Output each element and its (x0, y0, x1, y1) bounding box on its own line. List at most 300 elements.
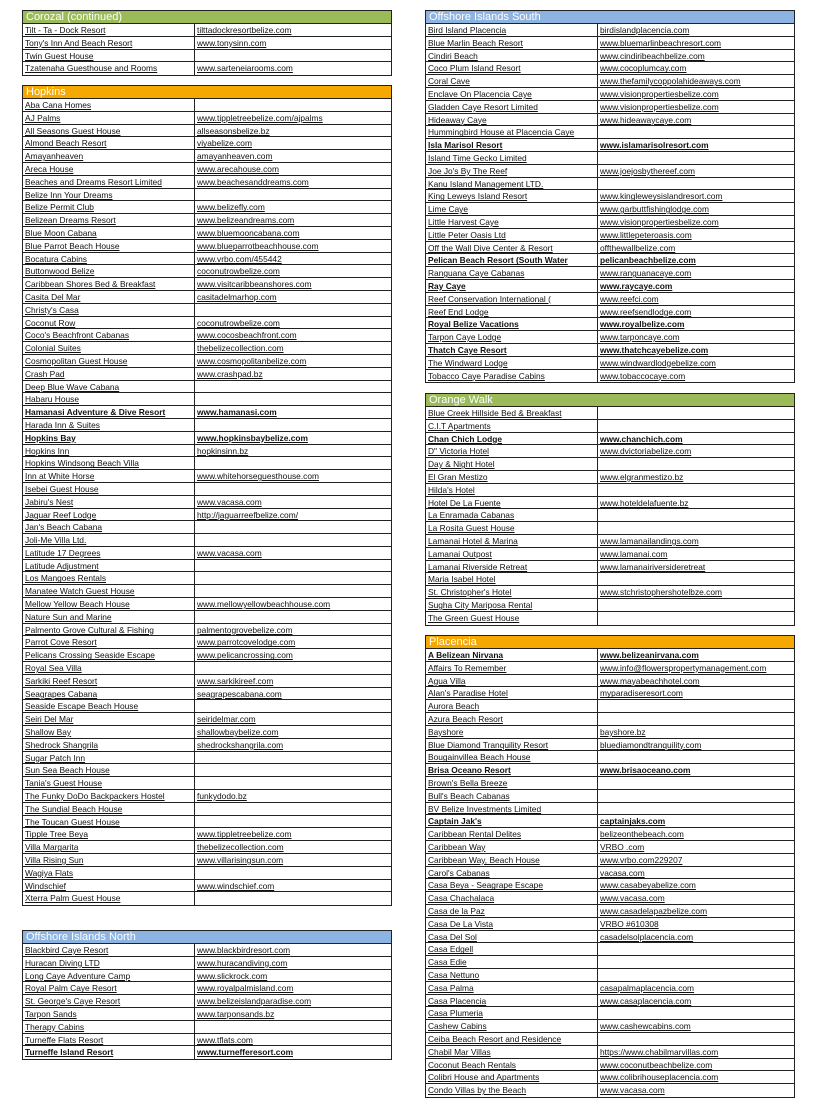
business-name[interactable]: Hamanasi Adventure & Dive Resort (23, 406, 195, 418)
business-name[interactable]: Amayanheaven (23, 150, 195, 162)
website-link[interactable]: www.brisaoceano.com (600, 765, 691, 776)
business-name[interactable]: Windschief (23, 880, 195, 892)
business-name[interactable]: Royal Palm Caye Resort (23, 982, 195, 994)
website-link[interactable]: www.casaplacencia.com (600, 995, 692, 1006)
business-name[interactable]: Hummingbird House at Placencia Caye (426, 126, 598, 138)
website-link[interactable]: www.cosmopolitanbelize.com (197, 355, 307, 366)
website-link[interactable]: www.visionpropertiesbelize.com (600, 101, 719, 112)
business-name[interactable]: Jabiru's Nest (23, 496, 195, 508)
website-link[interactable]: www.huracandiving.com (197, 957, 288, 968)
website-link[interactable]: www.lamanairiversideretreat (600, 561, 706, 572)
business-name[interactable]: Pelican Beach Resort (South Water (426, 254, 598, 266)
website-link[interactable]: https://www.chabilmarvillas.com (600, 1046, 719, 1057)
business-name[interactable]: Off the Wall Dive Center & Resort (426, 242, 598, 254)
website-link[interactable]: seagrapescabana.com (197, 688, 282, 699)
business-name[interactable]: Colibri House and Apartments (426, 1071, 598, 1083)
website-link[interactable]: www.vacasa.com (197, 547, 262, 558)
business-name[interactable]: Casa Placencia (426, 995, 598, 1007)
website-link[interactable]: captainjaks.com (600, 816, 666, 827)
business-name[interactable]: AJ Palms (23, 112, 195, 124)
website-link[interactable]: www.littlepeteroasis.com (600, 229, 692, 240)
business-name[interactable]: Casa Del Sol (426, 931, 598, 943)
website-link[interactable]: www.vacasa.com (600, 893, 665, 904)
business-name[interactable]: Caribbean Way (426, 841, 598, 853)
website-link[interactable]: www.cashewcabins.com (600, 1021, 691, 1032)
business-name[interactable]: Isebei Guest House (23, 483, 195, 495)
website-link[interactable]: www.dvictoriabelize.com (600, 446, 692, 457)
business-name[interactable]: Brown's Bella Breeze (426, 777, 598, 789)
website-link[interactable]: www.mellowyellowbeachhouse.com (197, 599, 331, 610)
website-link[interactable]: www.thatchcayebelize.com (600, 344, 709, 355)
website-link[interactable]: shallowbaybelize.com (197, 727, 279, 738)
business-name[interactable]: Turneffe Flats Resort (23, 1034, 195, 1046)
website-link (195, 304, 391, 316)
website-link[interactable]: thebelizecollection.com (197, 343, 284, 354)
table-row (23, 393, 391, 406)
business-name[interactable]: Tony's Inn And Beach Resort (23, 37, 195, 49)
website-link[interactable]: www.royalpalmisland.com (197, 983, 294, 994)
business-name[interactable]: Casa Nettuno (426, 969, 598, 981)
website-link (598, 126, 794, 138)
website-link[interactable]: casapalmaplacencia.com (600, 982, 695, 993)
website-link[interactable]: www.windwardlodgebelize.com (600, 357, 716, 368)
website-link[interactable]: bluediamondtranquility.com (600, 739, 702, 750)
business-name[interactable]: Belize Inn Your Dreams (23, 189, 195, 201)
website-link[interactable]: www.tflats.com (197, 1034, 253, 1045)
business-name[interactable]: Bocatura Cabins (23, 253, 195, 265)
business-name[interactable]: Latitude 17 Degrees (23, 547, 195, 559)
website-link[interactable]: www.tobaccocaye.com (600, 370, 686, 381)
website-link[interactable]: www.royalbelize.com (600, 319, 685, 330)
website-link[interactable]: www.bluemarlinbeachresort.com (600, 37, 722, 48)
website-link[interactable]: amayanheaven.com (197, 151, 273, 162)
business-name[interactable]: Casa Beya - Seagrape Escape (426, 879, 598, 891)
business-name[interactable]: Coconut Beach Rentals (426, 1059, 598, 1071)
table-row (426, 790, 794, 803)
business-name[interactable]: Royal Sea Villa (23, 662, 195, 674)
website-link (598, 751, 794, 763)
business-name[interactable]: Shallow Bay (23, 726, 195, 738)
business-name[interactable]: Christy's Casa (23, 304, 195, 316)
website-link (598, 969, 794, 981)
business-name[interactable]: La Rosita Guest House (426, 522, 598, 534)
website-link[interactable]: www.hoteldelafuente.bz (600, 497, 689, 508)
business-name[interactable]: Reef Conservation International ( (426, 293, 598, 305)
business-name[interactable]: Inn at White Horse (23, 470, 195, 482)
business-name[interactable]: Blue Moon Cabana (23, 227, 195, 239)
business-name[interactable]: Hopkins Inn (23, 445, 195, 457)
business-name[interactable]: Affairs To Remember (426, 662, 598, 674)
business-name[interactable]: Cosmopolitan Guest House (23, 355, 195, 367)
website-link[interactable]: VRBO #610308 (600, 918, 659, 929)
business-name[interactable]: Casa Edgell (426, 943, 598, 955)
website-link[interactable]: www.belizefly.com (197, 202, 265, 213)
website-link[interactable]: www.vrbo.com229207 (600, 854, 683, 865)
business-name[interactable]: Seaside Escape Beach House (23, 700, 195, 712)
website-link (598, 420, 794, 432)
business-name[interactable]: Carol's Cabanas (426, 867, 598, 879)
website-link[interactable]: www.tippletreebelize.com/ajpalms (197, 112, 323, 123)
website-link[interactable]: www.stchristophershotelbze.com (600, 587, 722, 598)
business-name[interactable]: Belize Permit Club (23, 201, 195, 213)
business-name[interactable]: Reef End Lodge (426, 306, 598, 318)
business-name[interactable]: Captain Jak's (426, 815, 598, 827)
website-link[interactable]: coconutrowbelize.com (197, 317, 280, 328)
section-hopkins (22, 85, 392, 906)
business-name[interactable]: Thatch Caye Resort (426, 344, 598, 356)
business-name[interactable]: Tilt - Ta - Dock Resort (23, 24, 195, 36)
website-link[interactable]: shedrockshangrila.com (197, 739, 284, 750)
business-name[interactable]: Buttonwood Belize (23, 265, 195, 277)
business-name[interactable]: Joe Jo's By The Reef (426, 165, 598, 177)
website-link[interactable]: www.lamanai.com (600, 548, 668, 559)
business-name[interactable]: Coco's Beachfront Cabanas (23, 329, 195, 341)
business-name[interactable]: Parrot Cove Resort (23, 636, 195, 648)
business-name[interactable]: Sun Sea Beach House (23, 764, 195, 776)
business-name[interactable]: Brisa Oceano Resort (426, 764, 598, 776)
website-link[interactable]: VRBO .com (600, 841, 645, 852)
business-name[interactable]: The Green Guest House (426, 612, 598, 625)
business-name[interactable]: Tarpon Sands (23, 1008, 195, 1020)
website-link[interactable]: www.info@flowerspropertymanagement.com (600, 662, 767, 673)
business-name[interactable]: King Leweys Island Resort (426, 190, 598, 202)
website-link[interactable]: www.islamarisolresort.com (600, 140, 709, 151)
website-link[interactable]: www.beachesanddreams.com (197, 176, 309, 187)
business-name[interactable]: Bougainvillea Beach House (426, 751, 598, 763)
business-name[interactable]: Bird Island Placencia (426, 24, 598, 36)
website-link[interactable]: www.hamanasi.com (197, 407, 277, 418)
business-name[interactable]: Bayshore (426, 726, 598, 738)
website-link (195, 816, 391, 828)
business-name[interactable]: Therapy Cabins (23, 1021, 195, 1033)
website-link[interactable]: www.cindiribeachbelize.com (600, 50, 705, 61)
business-name[interactable]: Sarkiki Reef Resort (23, 675, 195, 687)
website-link[interactable]: www.blackbirdresort.com (197, 945, 291, 955)
website-link[interactable]: bayshore.bz (600, 726, 646, 737)
business-name[interactable]: Blue Marlin Beach Resort (426, 37, 598, 49)
website-link[interactable]: www.visitcaribbeanshores.com (197, 279, 312, 290)
business-name[interactable]: A Belizean Nirvana (426, 649, 598, 661)
website-link[interactable]: offthewallbelize.com (600, 242, 676, 253)
website-link[interactable]: www.tippletreebelize.com (197, 829, 292, 840)
business-name[interactable]: Coral Cave (426, 75, 598, 87)
business-name[interactable]: Colonial Suites (23, 342, 195, 354)
business-name[interactable]: Coco Plum Island Resort (426, 62, 598, 74)
business-name[interactable]: D" Victoria Hotel (426, 445, 598, 457)
business-name[interactable]: Blue Parrot Beach House (23, 240, 195, 252)
business-name[interactable]: Crash Pad (23, 368, 195, 380)
business-name[interactable]: Sugha City Mariposa Rental (426, 599, 598, 611)
website-link[interactable]: tilttadockresortbelize.com (197, 25, 292, 35)
business-name[interactable]: Island Time Gecko Limited (426, 152, 598, 164)
website-link[interactable]: coconutrowbelize.com (197, 266, 280, 277)
business-name[interactable]: Royal Belize Vacations (426, 318, 598, 330)
business-name[interactable]: Chan Chich Lodge (426, 433, 598, 445)
business-name[interactable]: Los Mangoes Rentals (23, 572, 195, 584)
website-link[interactable]: myparadiseresort.com (600, 688, 683, 699)
website-link[interactable]: www.tarponsands.bz (197, 1008, 275, 1019)
website-link (598, 713, 794, 725)
website-link[interactable]: www.pelicancrossing.com (197, 650, 293, 661)
website-link[interactable]: www.reefci.com (600, 293, 659, 304)
business-name[interactable]: Hotel De La Fuente (426, 497, 598, 509)
business-name[interactable]: Xterra Palm Guest House (23, 892, 195, 905)
website-link[interactable]: funkydodo.bz (197, 791, 247, 802)
business-name[interactable]: Casa De La Vista (426, 918, 598, 930)
business-name[interactable]: Blue Creek Hillside Bed & Breakfast (426, 407, 598, 419)
website-link[interactable]: www.turnefferesort.com (197, 1047, 294, 1058)
website-link[interactable]: www.mayabeachhotel.com (600, 675, 700, 686)
website-link[interactable]: www.parrotcovelodge.com (197, 637, 296, 648)
table-row (23, 970, 391, 983)
website-link[interactable]: thebelizecollection.com (197, 842, 284, 853)
business-name[interactable]: Habaru House (23, 393, 195, 405)
business-name[interactable]: Hilda's Hotel (426, 484, 598, 496)
website-link[interactable]: www.cocoplumcay.com (600, 63, 687, 74)
website-link[interactable]: www.sarteneiarooms.com (197, 63, 293, 74)
website-link[interactable]: www.tarponcaye.com (600, 332, 680, 343)
business-name[interactable]: Little Harvest Caye (426, 216, 598, 228)
website-link[interactable]: www.visionpropertiesbelize.com (600, 216, 719, 227)
business-name[interactable]: Seiri Del Mar (23, 713, 195, 725)
business-name[interactable]: The Sundial Beach House (23, 803, 195, 815)
business-name[interactable]: Shedrock Shangrila (23, 739, 195, 751)
website-link (195, 700, 391, 712)
business-name[interactable]: Latitude Adjustment (23, 560, 195, 572)
table-row (23, 892, 391, 905)
business-name[interactable]: Mellow Yellow Beach House (23, 598, 195, 610)
website-link[interactable]: www.sarkikireef.com (197, 675, 274, 686)
table-row (23, 726, 391, 739)
website-link[interactable]: www.tonysinn.com (197, 37, 267, 48)
business-name[interactable]: Belizean Dreams Resort (23, 214, 195, 226)
business-name[interactable]: Deep Blue Wave Cabana (23, 381, 195, 393)
business-name[interactable]: Lamanai Outpost (426, 548, 598, 560)
website-link[interactable]: www.garbuttfishinglodge.com (600, 204, 709, 215)
business-name[interactable]: Villa Rising Sun (23, 854, 195, 866)
website-link[interactable]: www.belizeanirvana.com (600, 650, 699, 660)
business-name[interactable]: El Gran Mestizo (426, 471, 598, 483)
business-name[interactable]: Lamanai Hotel & Marina (426, 535, 598, 547)
business-name[interactable]: Maria Isabel Hotel (426, 573, 598, 585)
table-row (23, 62, 391, 75)
table-row (23, 201, 391, 214)
business-name[interactable]: La Enramada Cabanas (426, 509, 598, 521)
table-row (23, 764, 391, 777)
business-name[interactable]: Casita Del Mar (23, 291, 195, 303)
website-link[interactable]: www.colibrihouseplacencia.com (600, 1072, 719, 1083)
business-name[interactable]: Condo Villas by the Beach (426, 1084, 598, 1097)
business-name[interactable]: The Toucan Guest House (23, 816, 195, 828)
website-link[interactable]: www.elgranmestizo.bz (600, 471, 684, 482)
section-offshore-islands-north (22, 930, 392, 1060)
business-name[interactable]: Cashew Cabins (426, 1020, 598, 1032)
table-row (426, 1033, 794, 1046)
website-link[interactable]: www.casadelapazbelize.com (600, 905, 708, 916)
business-name[interactable]: Casa Edie (426, 956, 598, 968)
website-link[interactable]: www.coconutbeachbelize.com (600, 1059, 713, 1070)
website-link[interactable]: palmentogrovebelize.com (197, 624, 293, 635)
business-name[interactable]: Blue Diamond Tranquility Resort (426, 739, 598, 751)
business-name[interactable]: Villa Margarita (23, 841, 195, 853)
business-name[interactable]: Beaches and Dreams Resort Limited (23, 176, 195, 188)
business-name[interactable]: Ray Caye (426, 280, 598, 292)
website-link[interactable]: viyabelize.com (197, 138, 252, 149)
table-row (426, 178, 794, 191)
website-link (598, 573, 794, 585)
business-name[interactable]: Lamanai Riverside Retreat (426, 561, 598, 573)
business-name[interactable]: Manatee Watch Guest House (23, 585, 195, 597)
website-link (195, 189, 391, 201)
website-link[interactable]: www.vacasa.com (197, 496, 262, 507)
table-row (23, 125, 391, 138)
business-name[interactable]: Caribbean Way, Beach House (426, 854, 598, 866)
table-row (426, 114, 794, 127)
business-name[interactable]: Joli-Me Villa Ltd. (23, 534, 195, 546)
website-link[interactable]: www.blueparrotbeachhouse.com (197, 240, 319, 251)
business-name[interactable]: Harada Inn & Suites (23, 419, 195, 431)
website-link[interactable]: vacasa.com (600, 867, 645, 878)
business-name[interactable]: Little Peter Oasis Ltd (426, 229, 598, 241)
business-name[interactable]: Jaguar Reef Lodge (23, 509, 195, 521)
website-link[interactable]: www.slickrock.com (197, 970, 268, 981)
business-name[interactable]: Day & Night Hotel (426, 458, 598, 470)
website-link[interactable]: www.thefamilycoppolahideaways.com (600, 76, 741, 87)
table-row (426, 306, 794, 319)
website-link[interactable]: seiridelmar.com (197, 714, 256, 725)
business-name[interactable]: C.I.T Apartments (426, 420, 598, 432)
website-link[interactable]: www.belizeislandparadise.com (197, 996, 312, 1007)
website-link[interactable]: www.raycaye.com (600, 280, 673, 291)
website-link[interactable]: www.lamanailandings.com (600, 535, 699, 546)
business-name[interactable]: Tobacco Caye Paradise Cabins (426, 370, 598, 383)
business-name[interactable]: Tipple Tree Beya (23, 828, 195, 840)
business-name[interactable]: Coconut Row (23, 317, 195, 329)
business-name[interactable]: All Seasons Guest House (23, 125, 195, 137)
business-name[interactable]: Gladden Caye Resort Limited (426, 101, 598, 113)
website-link[interactable]: www.vrbo.com/455442 (197, 253, 282, 264)
business-name[interactable]: Pelicans Crossing Seaside Escape (23, 649, 195, 661)
website-link[interactable]: birdislandplacencia.com (600, 25, 690, 35)
website-link[interactable]: allseasonsbelize.bz (197, 125, 270, 136)
business-name[interactable]: Agua Villa (426, 675, 598, 687)
business-name[interactable]: Tzatenaha Guesthouse and Rooms (23, 62, 195, 75)
business-name[interactable]: St. George's Caye Resort (23, 995, 195, 1007)
website-link[interactable]: www.crashpad.bz (197, 368, 263, 379)
business-name[interactable]: Blackbird Caye Resort (23, 944, 195, 956)
table-row (426, 318, 794, 331)
business-name[interactable]: Azura Beach Resort (426, 713, 598, 725)
website-link (598, 1033, 794, 1045)
business-name[interactable]: Tarpon Caye Lodge (426, 331, 598, 343)
website-link (195, 521, 391, 533)
website-link[interactable]: http://jaguarreefbelize.com/ (197, 509, 299, 520)
business-name[interactable]: Casa de la Paz (426, 905, 598, 917)
business-name[interactable]: Ceiba Beach Resort and Residence (426, 1033, 598, 1045)
business-name[interactable]: Nature Sun and Marine (23, 611, 195, 623)
business-name[interactable]: Hopkins Windsong Beach Villa (23, 457, 195, 469)
website-link[interactable]: www.ranguanacaye.com (600, 268, 692, 279)
website-link (195, 611, 391, 623)
business-name[interactable]: Enclave On Placencia Caye (426, 88, 598, 100)
website-link[interactable]: hopkinsinn.bz (197, 445, 249, 456)
business-name[interactable]: Caribbean Rental Delites (426, 828, 598, 840)
business-name[interactable]: Huracan Diving LTD (23, 957, 195, 969)
table-row (426, 892, 794, 905)
website-link[interactable]: www.kingleweysislandresort.com (600, 191, 723, 202)
business-name[interactable]: Seagrapes Cabana (23, 688, 195, 700)
business-name[interactable]: Long Caye Adventure Camp (23, 970, 195, 982)
business-name[interactable]: Hideaway Caye (426, 114, 598, 126)
table-row (23, 982, 391, 995)
website-link[interactable]: www.whitehorseguesthouse.com (197, 471, 319, 482)
table-row (426, 1084, 794, 1097)
table-row (426, 764, 794, 777)
website-link[interactable]: www.bluemooncabana.com (197, 227, 300, 238)
website-link[interactable]: www.cocosbeachfront.com (197, 330, 297, 341)
website-link[interactable]: www.hopkinsbaybelize.com (197, 432, 308, 443)
business-name[interactable]: Almond Beach Resort (23, 137, 195, 149)
table-row (23, 649, 391, 662)
business-name[interactable]: Bull's Beach Cabanas (426, 790, 598, 802)
business-name[interactable]: Tania's Guest House (23, 777, 195, 789)
business-name[interactable]: BV Belize Investments Limited (426, 803, 598, 815)
website-link[interactable]: www.villarisingsun.com (197, 855, 284, 866)
website-link[interactable]: www.joejosbythereef.com (600, 165, 695, 176)
website-link[interactable]: www.reefsendlodge.com (600, 306, 692, 317)
business-name[interactable]: Chabil Mar Villas (426, 1046, 598, 1058)
business-name[interactable]: Jan's Beach Cabana (23, 521, 195, 533)
business-name[interactable]: Casa Chachalaca (426, 892, 598, 904)
website-link[interactable]: www.chanchich.com (600, 433, 683, 444)
business-name[interactable]: Sugar Patch Inn (23, 752, 195, 764)
website-link[interactable]: www.visionpropertiesbelize.com (600, 88, 719, 99)
business-name[interactable]: Hopkins Bay (23, 432, 195, 444)
website-link[interactable]: www.hideawaycaye.com (600, 114, 692, 125)
business-name[interactable]: Isla Marisol Resort (426, 139, 598, 151)
business-name[interactable]: Alan's Paradise Hotel (426, 687, 598, 699)
website-link[interactable]: www.arecahouse.com (197, 163, 279, 174)
website-link[interactable]: www.windschief.com (197, 880, 275, 891)
business-name[interactable]: Wagiya Flats (23, 867, 195, 879)
website-link[interactable]: casitadelmarhop.com (197, 291, 277, 302)
business-name[interactable]: Aba Cana Homes (23, 99, 195, 111)
business-name[interactable]: Casa Palma (426, 982, 598, 994)
business-name[interactable]: Twin Guest House (23, 50, 195, 62)
business-name[interactable]: Lime Caye (426, 203, 598, 215)
website-link[interactable]: www.belizeandreams.com (197, 215, 295, 226)
business-name[interactable]: Kanu Island Management LTD. (426, 178, 598, 190)
business-name[interactable]: St. Christopher's Hotel (426, 586, 598, 598)
business-name[interactable]: Casa Plumeria (426, 1007, 598, 1019)
website-link[interactable]: pelicanbeachbelize.com (600, 255, 696, 266)
website-link[interactable]: belizeonthebeach.com (600, 829, 684, 840)
business-name[interactable]: Palmento Grove Cultural & Fishing (23, 624, 195, 636)
website-link[interactable]: casadelsolplacencia.com (600, 931, 694, 942)
section-orange-walk (425, 393, 795, 626)
business-name[interactable]: Cindiri Beach (426, 50, 598, 62)
business-name[interactable]: The Funky DoDo Backpackers Hostel (23, 790, 195, 802)
website-link[interactable]: www.casabeyabelize.com (600, 880, 696, 891)
business-name[interactable]: Turneffe Island Resort (23, 1046, 195, 1059)
business-name[interactable]: Ranguana Caye Cabanas (426, 267, 598, 279)
business-name[interactable]: Areca House (23, 163, 195, 175)
website-link (598, 956, 794, 968)
business-name[interactable]: Aurora Beach (426, 700, 598, 712)
business-name[interactable]: Caribbean Shores Bed & Breakfast (23, 278, 195, 290)
business-name[interactable]: The Windward Lodge (426, 357, 598, 369)
website-link[interactable]: www.vacasa.com (600, 1085, 665, 1096)
